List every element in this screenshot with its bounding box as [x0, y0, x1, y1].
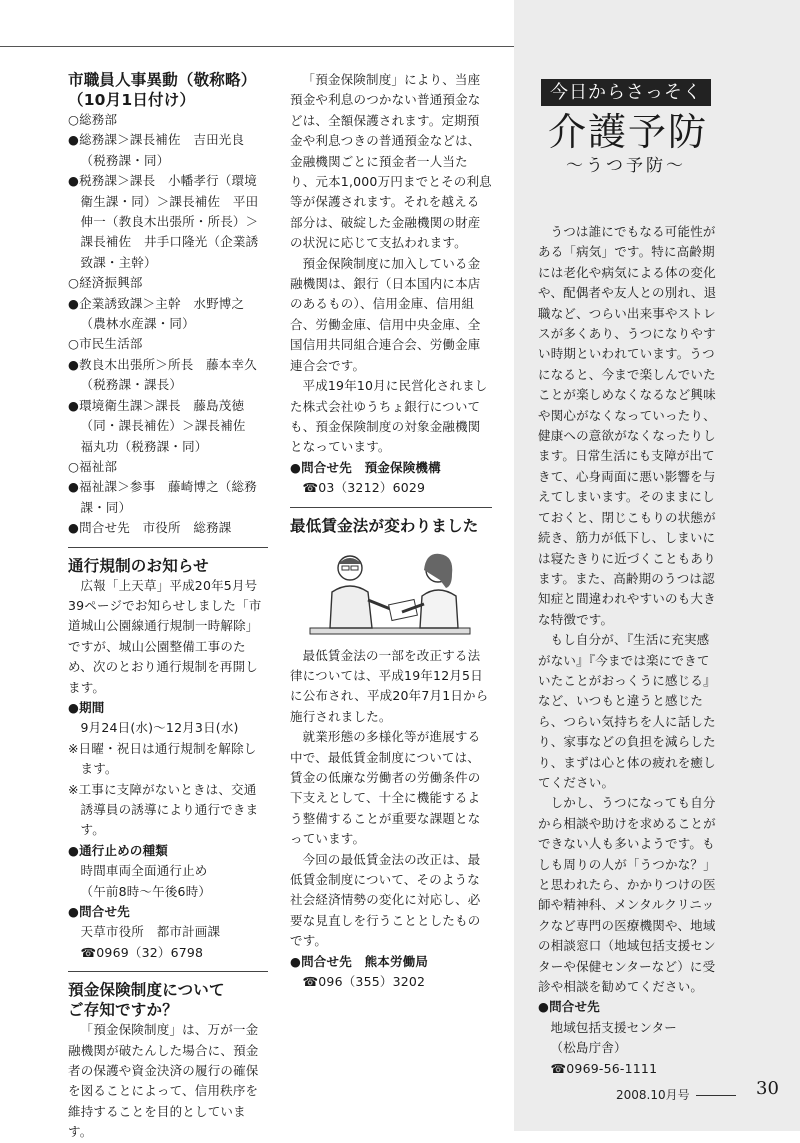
column-left — [68, 70, 268, 1140]
closure-type: 時間車両全面通行止め — [80, 863, 208, 879]
care-paragraph: うつは誰にでもなる可能性がある「病気」です。特に高齢期には老化や病気による体の変化や、配偶者や友人との別れ、退職など、つらい出来事やストレスが多くあり、うつになりやすい時期といわれています。うつになると、今まで楽しんでいたことが楽しめなくなるなど興味や関心がなくなっていったり、健康への意欲がなくなったりします。日常生活にも支障が出てきて、心身両面に悪い影響を与えてしまいます。そのままにしておくと、閉じこもりの状態が続き、筋力が低下し、しまいには寝たきりに近づくこともあります。また、高齢期のうつは認知症と間違われやすいのも大きな特徴です。 — [538, 224, 717, 627]
care-paragraph: もし自分が、『生活に充実感がない』『今までは楽にできていたことがおっくうに感じる』など、いつもと違うと感じたら、つらい気持ちを人に話したり、家事などの負担を減らしたり、まずは心と体の疲れを癒してください。 — [538, 632, 716, 790]
personnel-item: ●問合せ先 市役所 総務課 — [68, 520, 232, 536]
care-contact-office: （松島庁舎） — [550, 1040, 627, 1056]
closure-type-label: ●通行止めの種類 — [68, 842, 169, 858]
traffic-phone: ☎0969（32）6798 — [80, 944, 204, 960]
personnel-item: ○福祉部 — [68, 458, 118, 474]
personnel-item: ●総務課＞課長補佐 吉田光良（税務課・同） — [68, 132, 245, 168]
meeting-illustration — [290, 540, 490, 640]
personnel-title-line1: 市職員人事異動（敬称略） — [68, 71, 257, 89]
wage-phone: ☎096（355）3202 — [302, 974, 426, 990]
traffic-contact: 天草市役所 都市計画課 — [80, 924, 221, 940]
section-divider — [68, 547, 268, 548]
column-right — [538, 222, 718, 1079]
period-value: 9月24日(水)～12月3日(水) — [80, 720, 239, 736]
wage-paragraph: 今回の最低賃金法の改正は、最低賃金制度について、そのような社会経済情勢の変化に対応し、必要な見直しを行うこととしたものです。 — [290, 851, 481, 949]
top-rule — [0, 46, 514, 47]
deposit-contact: ●問合せ先 預金保険機構 — [290, 459, 441, 475]
traffic-note: ※工事に支障がないときは、交通誘導員の誘導により通行できます。 — [68, 781, 259, 838]
traffic-title: 通行規制のお知らせ — [68, 556, 209, 575]
wage-contact: ●問合せ先 熊本労働局 — [290, 953, 429, 969]
deposit-paragraph: 預金保険制度に加入している金融機関は、銀行（日本国内に本店のあるもの）、信用金庫、信用組合、労働金庫、信用中央金庫、全国信用共同組合連合会、労働金庫連合会です。 — [290, 255, 481, 373]
care-contact-label: ●問合せ先 — [538, 999, 600, 1015]
personnel-section — [68, 70, 268, 539]
deposit-paragraph: 「預金保険制度」は、万が一金融機関が破たんした場合に、預金者の保護や資金決済の履行の確保を図ることによって、信用秩序を維持することを目的としています。 — [68, 1022, 259, 1140]
deposit-paragraph: 平成19年10月に民営化されました株式会社ゆうちょ銀行についても、預金保険制度の対象金融機関となっています。 — [290, 378, 488, 455]
personnel-item: ●環境衛生課＞課長 藤島茂徳（同・課長補佐）＞課長補佐 福丸功（税務課・同） — [68, 397, 259, 454]
deposit-title-line2: ご存知ですか？ — [68, 1001, 178, 1020]
closure-hours: （午前8時～午後6時） — [80, 883, 212, 899]
column-middle — [290, 70, 492, 992]
traffic-intro: 広報「上天草」平成20年5月号39ページでお知らせしました「市道城山公園線通行規制一時解除」ですが、城山公園整備工事のため、次のとおり通行規制を再開します。 — [68, 577, 262, 695]
personnel-item: ●税務課＞課長 小幡孝行（環境衛生課・同）＞課長補佐 平田伸一（教良木出張所・所長）＞課長補佐 井手口隆光（企業誘致課・主幹） — [68, 173, 259, 270]
wage-section — [290, 516, 492, 993]
section-divider — [68, 971, 268, 972]
deposit-phone: ☎03（3212）6029 — [302, 480, 426, 496]
page-number: 30 — [756, 1078, 779, 1099]
issue-label: 2008.10月号 — [616, 1088, 690, 1102]
care-title: 介護予防 — [548, 110, 709, 154]
footer-rule — [696, 1095, 736, 1096]
care-subtitle: ～うつ予防～ — [566, 156, 686, 176]
wage-paragraph: 就業形態の多様化等が進展する中で、最低賃金制度については、賃金の低廉な労働者の労働条件の下支えとして、十全に機能するよう整備することが重要な課題となっています。 — [290, 729, 481, 847]
traffic-note: ※日曜・祝日は通行規制を解除します。 — [68, 740, 257, 777]
personnel-item: ○市民生活部 — [68, 336, 143, 352]
deposit-title — [68, 980, 268, 1020]
care-badge: 今日からさっそく — [541, 79, 711, 106]
personnel-title-line2: （10月1日付け） — [68, 91, 196, 109]
care-phone: ☎0969-56-1111 — [550, 1060, 658, 1076]
traffic-section — [68, 556, 268, 964]
care-paragraph: しかし、うつになっても自分から相談や助けを求めることができない人も多いようです。もしも周りの人が「うつかな？」と思われたら、かかりつけの医師や精神科、メンタルクリニックなど専門の医療機関や、地域の相談窓口（地域包括支援センターや保健センターなど）に受診や相談を勧めてください。 — [538, 795, 716, 995]
deposit-paragraph: 「預金保険制度」により、当座預金や利息のつかない普通預金などは、全額保護されます。定期預金や利息つきの普通預金などは、金融機関ごとに預金者一人当たり、元本1,000万円までとその利息等が保護されます。それを越える部分は、破綻した金融機関の財産の状況に応じて支払われます。 — [290, 72, 492, 251]
period-label: ●期間 — [68, 699, 105, 715]
personnel-title — [68, 70, 268, 110]
wage-title: 最低賃金法が変わりました — [290, 516, 479, 535]
section-divider — [290, 507, 492, 508]
traffic-contact-label: ●問合せ先 — [68, 904, 130, 920]
deposit-title-line1: 預金保険制度について — [68, 981, 225, 1000]
footer-issue — [616, 1086, 742, 1103]
personnel-item: ○経済振興部 — [68, 275, 143, 291]
personnel-item: ●教良木出張所＞所長 藤本幸久（税務課・課長） — [68, 356, 257, 393]
deposit-section-start — [68, 980, 268, 1140]
personnel-item: ●福祉課＞参事 藤崎博之（総務課・同） — [68, 479, 257, 515]
wage-paragraph: 最低賃金法の一部を改正する法律については、平成19年12月5日に公布され、平成20年7月1日から施行されました。 — [290, 647, 489, 724]
personnel-item: ●企業誘致課＞主幹 水野博之（農林水産課・同） — [68, 295, 245, 332]
deposit-section-cont — [290, 70, 492, 499]
personnel-item: ○総務部 — [68, 112, 118, 127]
care-contact: 地域包括支援センター — [550, 1019, 678, 1035]
